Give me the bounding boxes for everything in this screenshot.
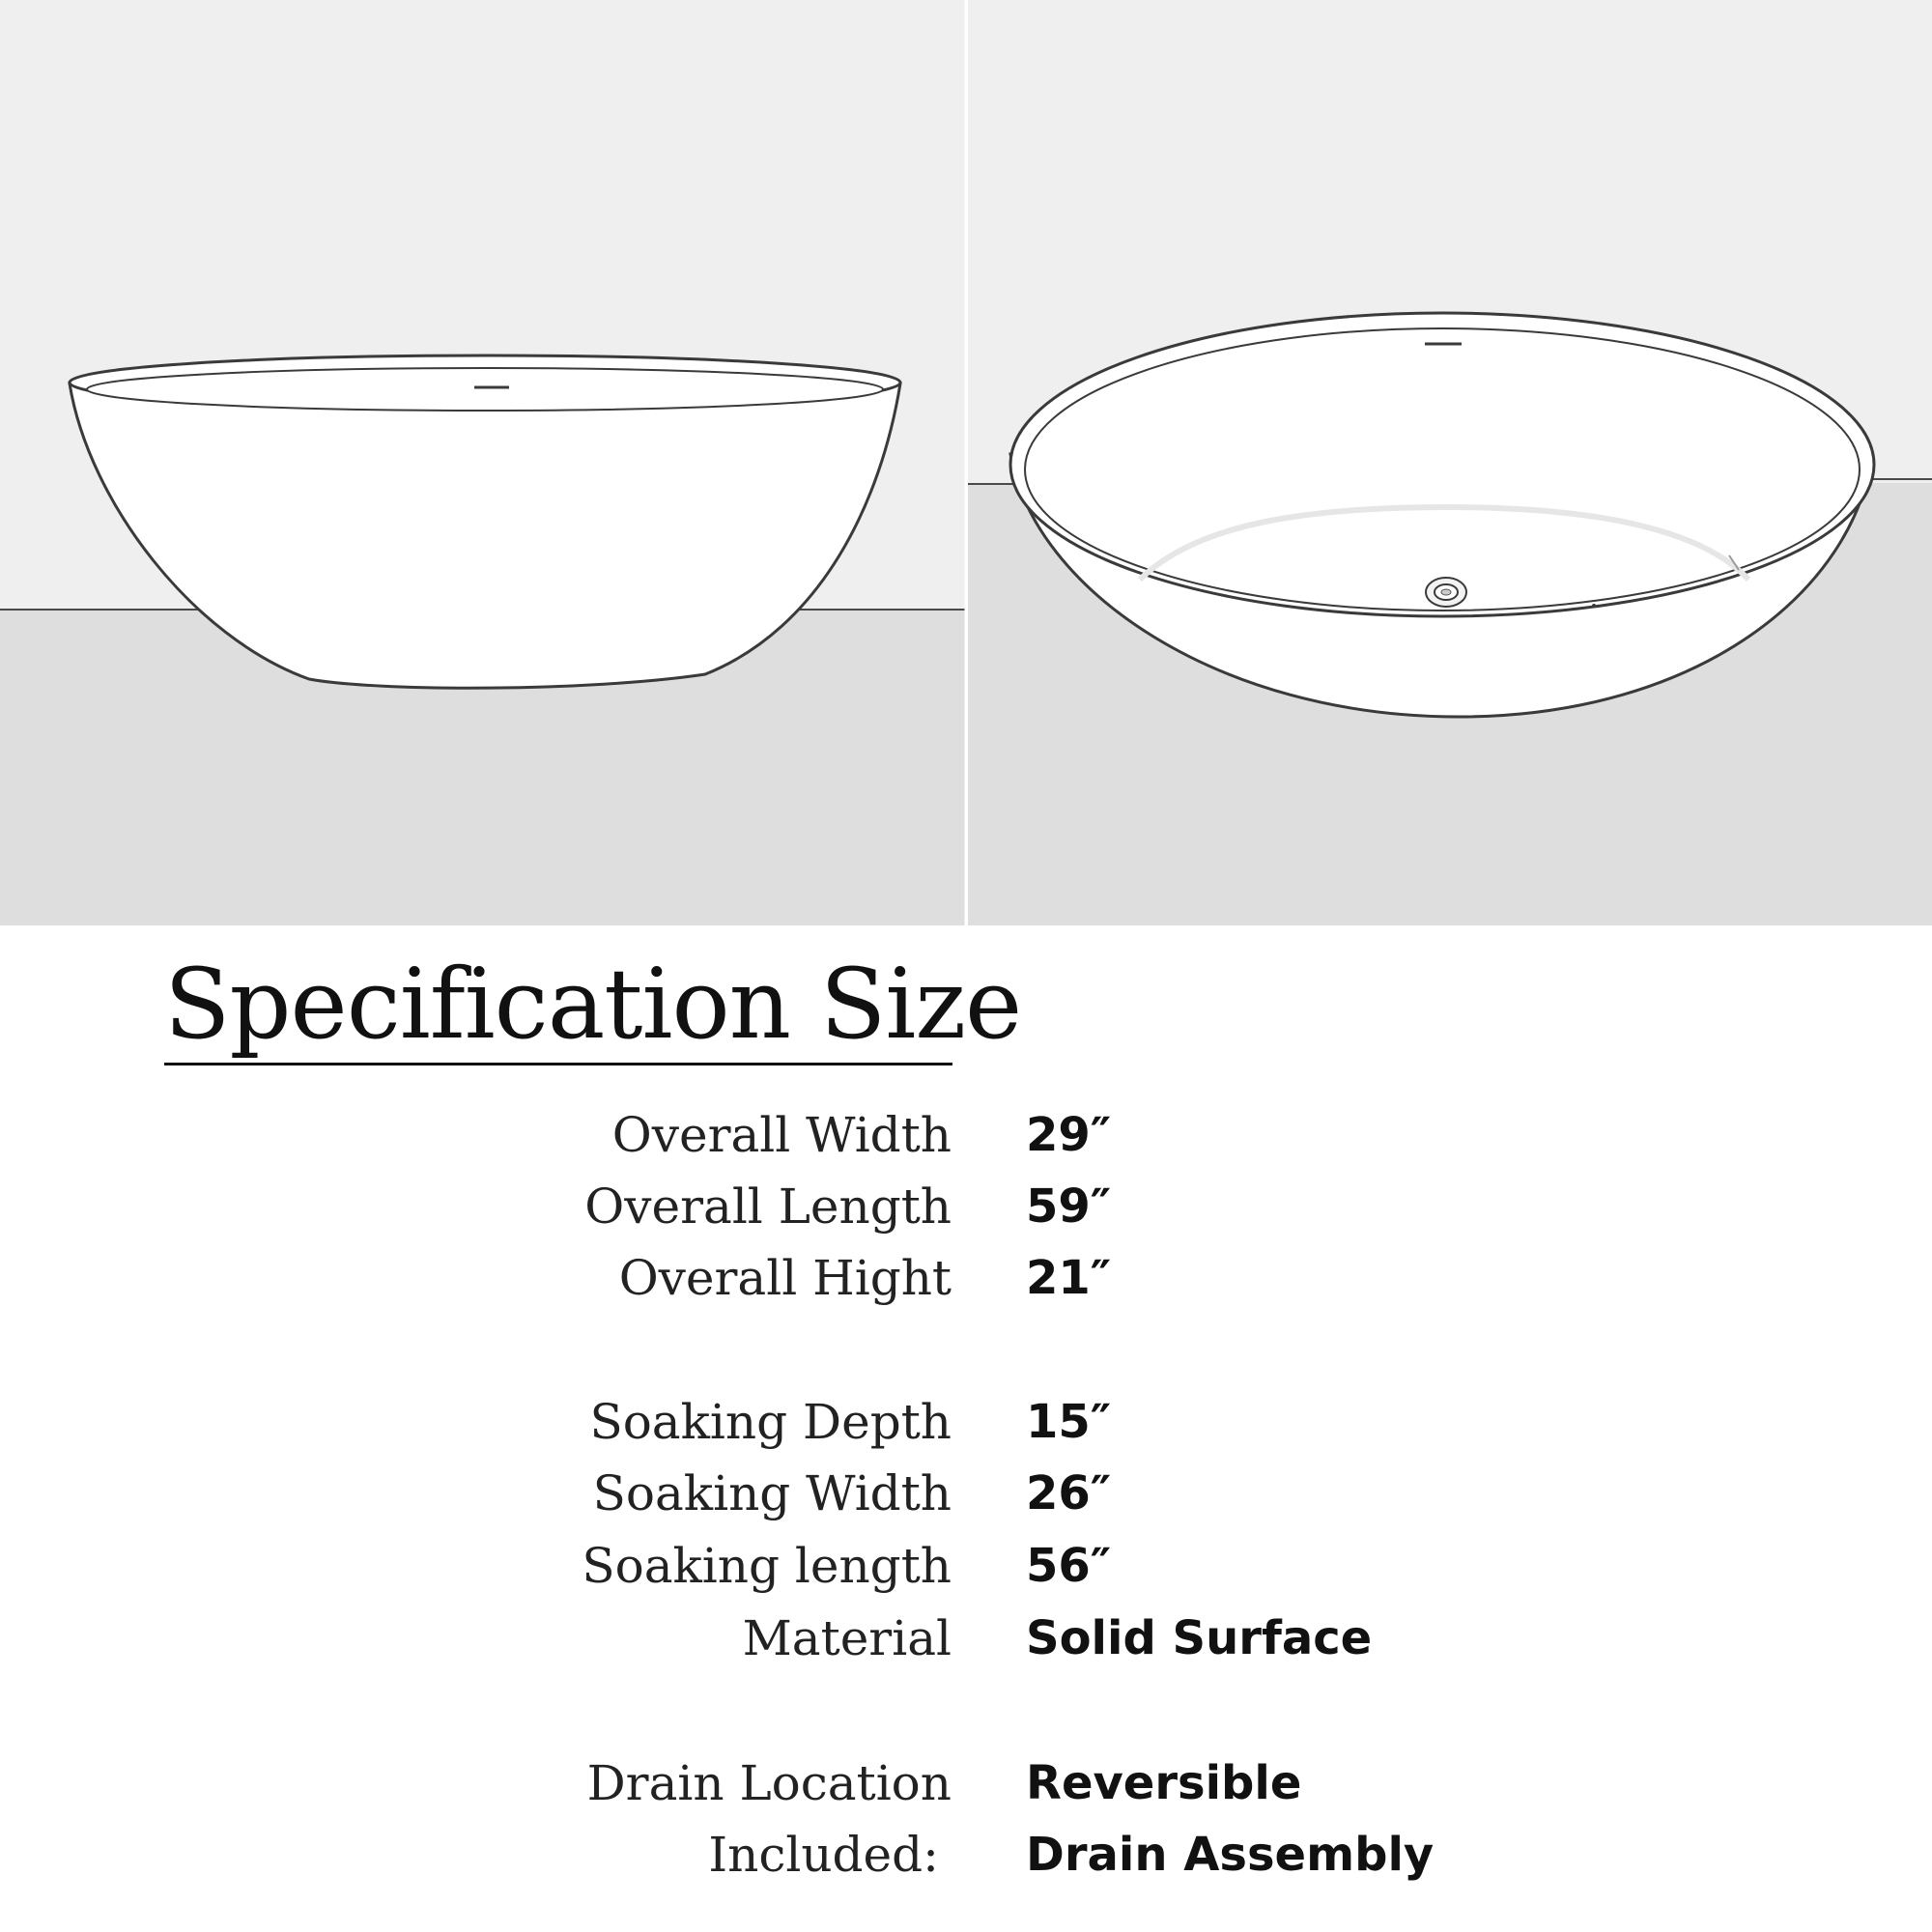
spec-row-material [0,1603,1932,1674]
spec-row-soaking-width [0,1458,1932,1529]
spec-value: 26″ [1026,1466,1112,1520]
spec-value: 59″ [1026,1179,1112,1234]
spec-row-soaking-length [0,1530,1932,1602]
tub-angled-view-illustration [968,0,1932,925]
spec-row-included [0,1819,1932,1890]
spec-row-soaking-depth [0,1386,1932,1458]
tub-views-svg [0,0,1932,925]
spec-label: Drain Location [586,1755,952,1811]
product-illustrations [0,0,1932,925]
spec-label: Included: [708,1827,939,1883]
spec-value: Reversible [1026,1756,1302,1810]
tub-side-view-illustration [0,0,966,925]
spec-value: Solid Surface [1026,1611,1373,1665]
spec-label: Material [742,1610,952,1666]
spec-value: 21″ [1026,1251,1112,1305]
spec-label: Soaking Depth [589,1394,952,1450]
spec-row-drain-location [0,1747,1932,1819]
spec-label: Soaking Width [592,1465,952,1521]
spec-value: 29″ [1026,1108,1112,1162]
spec-row-overall-width [0,1099,1932,1171]
spec-label: Overall Hight [618,1250,952,1306]
spec-value: 15″ [1026,1395,1112,1449]
spec-value: 56″ [1026,1539,1112,1593]
spec-value: Drain Assembly [1026,1828,1435,1882]
spec-row-overall-length [0,1171,1932,1242]
spec-label: Overall Width [611,1107,952,1163]
spec-label: Soaking length [582,1538,952,1594]
page-title: Specification Size [164,948,1022,1061]
title-underline [164,1063,952,1065]
spec-row-overall-height [0,1242,1932,1314]
spec-label: Overall Length [584,1179,952,1235]
